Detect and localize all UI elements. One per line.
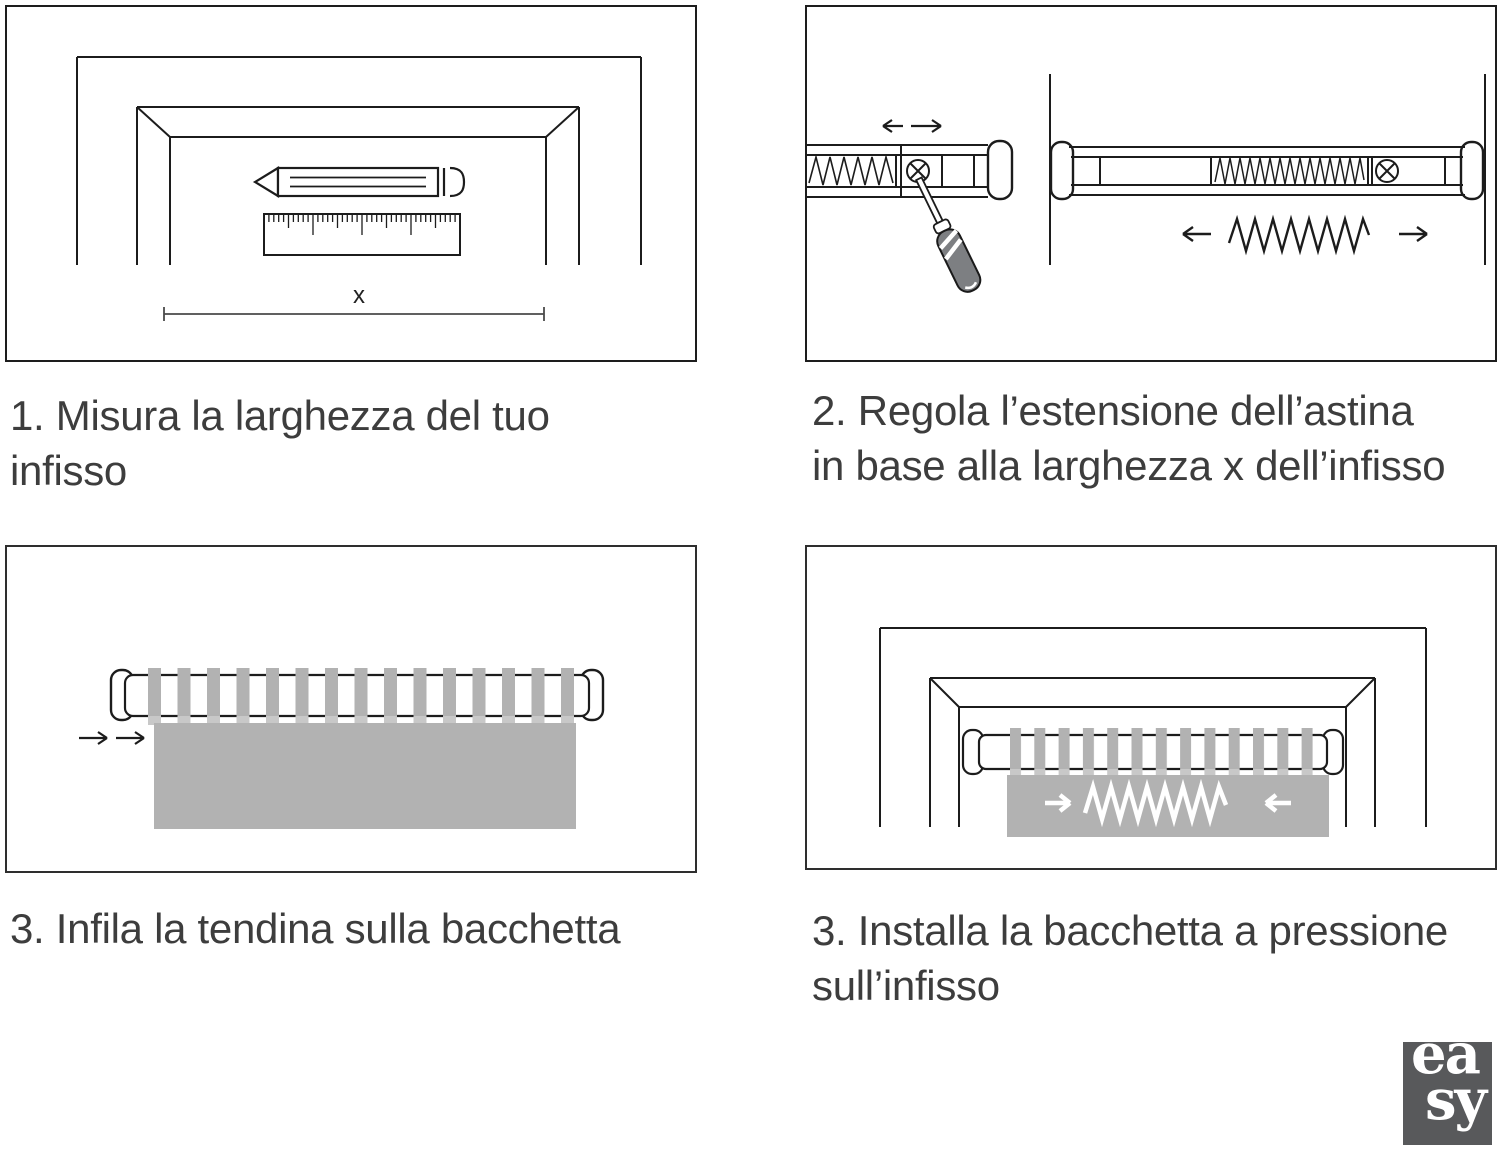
arrow-right-icon: [1399, 227, 1427, 241]
width-label: x: [353, 282, 365, 309]
caption-line: sull’infisso: [812, 962, 1000, 1009]
caption-line: in base alla larghezza x dell’infisso: [812, 442, 1446, 489]
ruler-icon: [264, 214, 460, 255]
panel-step1-figure: [5, 5, 697, 362]
rod-installed-diagram: [807, 547, 1495, 868]
arrow-left-icon: [1183, 227, 1211, 241]
panel-step2-figure: [805, 5, 1497, 362]
rod-adjust-diagram: [807, 7, 1495, 360]
slide-arrows-icon: [79, 732, 144, 744]
logo-text-top: ea: [1411, 1021, 1479, 1087]
curtain-panel: [1007, 775, 1329, 837]
caption-step2: [812, 383, 1445, 493]
curtain-tab-loops: [148, 668, 574, 725]
caption-line: 3. Installa la bacchetta a pressione: [812, 907, 1448, 954]
rod-end-cap-icon: [988, 141, 1012, 199]
caption-line: 2. Regola l’estensione dell’astina: [812, 387, 1414, 434]
spring-extension-symbol: [1183, 219, 1427, 251]
rod-cutaway-icon: [807, 141, 1012, 199]
pencil-icon: [255, 168, 464, 196]
screwdriver-icon: [908, 174, 984, 296]
curtain-on-rod-diagram: [7, 547, 695, 871]
caption-line: infisso: [10, 447, 127, 494]
spring-icon: [809, 157, 893, 185]
easy-logo: [1403, 1021, 1492, 1145]
caption-line: 1. Misura la larghezza del tuo: [10, 392, 550, 439]
panel-step3-figure: [5, 545, 697, 873]
panel-step4-figure: [805, 545, 1497, 870]
curtain-panel: [154, 723, 576, 829]
extend-arrows-icon: [883, 120, 941, 132]
caption-line: 3. Infila la tendina sulla bacchetta: [10, 905, 621, 952]
spring-icon: [1215, 158, 1364, 184]
caption-step1: [10, 388, 550, 498]
caption-step4: [812, 903, 1448, 1013]
width-dimension: [164, 282, 544, 321]
window-measure-diagram: [7, 7, 695, 360]
logo-text-bottom: sy: [1425, 1067, 1486, 1133]
spring-zigzag-icon: [1229, 219, 1369, 251]
caption-step3: [10, 901, 620, 956]
curtain-tab-loops: [1010, 728, 1313, 776]
